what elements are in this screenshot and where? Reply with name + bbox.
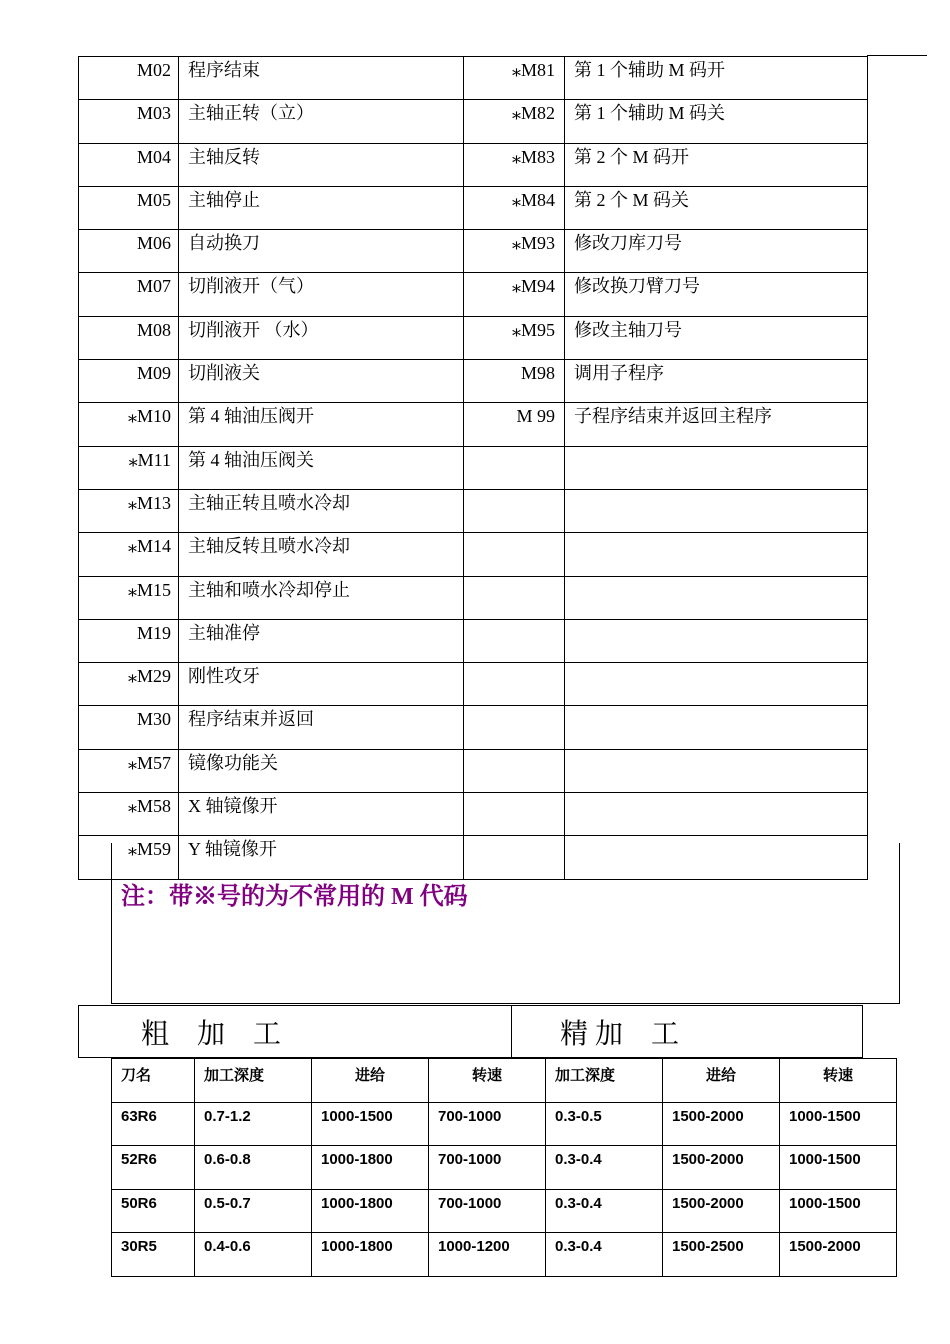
m-code-left-desc: 第 4 轴油压阀关 [179,446,464,489]
m-code-right-desc [565,533,868,576]
m-code-right: ⁎M84 [464,186,565,229]
m-code-left-desc: 主轴和喷水冷却停止 [179,576,464,619]
cutting-cell: 0.5-0.7 [195,1189,312,1233]
cutting-cell: 50R6 [112,1189,195,1233]
m-code-left: ⁎M59 [79,836,179,879]
cutting-cell: 1000-1500 [780,1102,897,1146]
m-code-left-desc: 程序结束并返回 [179,706,464,749]
cutting-cell: 63R6 [112,1102,195,1146]
m-code-row [79,706,868,749]
m-code-right [464,663,565,706]
m-code-right-desc [565,576,868,619]
m-code-right [464,706,565,749]
cutting-cell: 1000-1200 [429,1233,546,1277]
cutting-cell: 700-1000 [429,1189,546,1233]
m-code-right-desc: 子程序结束并返回主程序 [565,403,868,446]
cutting-cell: 1000-1800 [312,1146,429,1190]
m-code-right: ⁎M82 [464,100,565,143]
m-code-row [79,446,868,489]
cutting-cell: 0.3-0.4 [546,1189,663,1233]
m-code-right-desc: 调用子程序 [565,360,868,403]
m-code-left-desc: X 轴镜像开 [179,793,464,836]
m-code-left: M03 [79,100,179,143]
m-code-left: M07 [79,273,179,316]
m-code-left: M09 [79,360,179,403]
m-code-left: ⁎M11 [79,446,179,489]
m-code-left: ⁎M58 [79,793,179,836]
m-code-left-desc: 程序结束 [179,57,464,100]
finish-machining-label: 精 加 工 [512,1006,863,1058]
m-code-left: M08 [79,316,179,359]
m-code-right-desc: 第 1 个辅助 M 码关 [565,100,868,143]
m-code-left: ⁎M13 [79,489,179,532]
m-code-row [79,576,868,619]
m-code-left-desc: 镜像功能关 [179,749,464,792]
cutting-cell: 1500-2000 [663,1146,780,1190]
cutting-cell: 52R6 [112,1146,195,1190]
m-code-right: M98 [464,360,565,403]
cutting-row [112,1146,897,1190]
m-code-left-desc: 主轴正转（立） [179,100,464,143]
m-code-right: ⁎M95 [464,316,565,359]
note-box [111,843,900,1004]
cutting-cell: 1000-1500 [780,1189,897,1233]
m-code-left: ⁎M10 [79,403,179,446]
cutting-cell: 0.3-0.4 [546,1146,663,1190]
m-code-row [79,143,868,186]
cutting-row [112,1102,897,1146]
cutting-cell: 1000-1800 [312,1233,429,1277]
m-code-row [79,403,868,446]
m-code-right-desc [565,446,868,489]
m-code-left-desc: 主轴反转 [179,143,464,186]
cutting-parameters-table [111,1058,897,1277]
m-code-row [79,619,868,662]
m-code-right [464,576,565,619]
cutting-header-cell: 进给 [312,1059,429,1103]
m-code-right-desc: 第 2 个 M 码关 [565,186,868,229]
m-code-left-desc: 切削液关 [179,360,464,403]
m-code-row [79,663,868,706]
m-code-right: ⁎M81 [464,57,565,100]
cutting-cell: 1500-2000 [663,1189,780,1233]
cutting-row [112,1189,897,1233]
cutting-cell: 1000-1500 [312,1102,429,1146]
cutting-header-cell: 转速 [780,1059,897,1103]
m-code-right: ⁎M94 [464,273,565,316]
m-code-left: M06 [79,230,179,273]
m-code-right [464,533,565,576]
rough-machining-label: 粗 加 工 [79,1006,512,1058]
m-code-left: M30 [79,706,179,749]
m-code-right-desc [565,749,868,792]
cutting-row [112,1233,897,1277]
m-code-row [79,57,868,100]
m-code-row [79,100,868,143]
m-code-row [79,749,868,792]
cutting-cell: 0.4-0.6 [195,1233,312,1277]
m-code-left-desc: 切削液开（气） [179,273,464,316]
m-code-right-desc [565,793,868,836]
m-code-table [78,56,868,880]
m-code-row [79,273,868,316]
m-code-left: M05 [79,186,179,229]
cutting-header-cell: 转速 [429,1059,546,1103]
m-code-right-desc [565,619,868,662]
m-code-left: M02 [79,57,179,100]
cutting-header-row [112,1059,897,1103]
cutting-cell: 1000-1800 [312,1189,429,1233]
cutting-header-cell: 加工深度 [195,1059,312,1103]
m-code-left: M04 [79,143,179,186]
m-code-right: ⁎M93 [464,230,565,273]
cutting-cell: 0.7-1.2 [195,1102,312,1146]
m-code-left-desc: 主轴准停 [179,619,464,662]
top-rule [867,55,927,56]
m-code-row [79,793,868,836]
cutting-cell: 700-1000 [429,1146,546,1190]
m-code-row [79,316,868,359]
cutting-cell: 1500-2500 [663,1233,780,1277]
cutting-cell: 30R5 [112,1233,195,1277]
m-code-right-desc: 第 2 个 M 码开 [565,143,868,186]
m-code-left-desc: 主轴反转且喷水冷却 [179,533,464,576]
m-code-right-desc: 第 1 个辅助 M 码开 [565,57,868,100]
cutting-cell: 1000-1500 [780,1146,897,1190]
m-code-row [79,360,868,403]
m-code-row [79,186,868,229]
m-code-right-desc: 修改换刀臂刀号 [565,273,868,316]
note-text: 注：带※号的为不常用的 M 代码 [121,884,468,910]
m-code-left-desc: 第 4 轴油压阀开 [179,403,464,446]
m-code-left-desc: 主轴停止 [179,186,464,229]
m-code-right-desc: 修改刀库刀号 [565,230,868,273]
m-code-left-desc: Y 轴镜像开 [179,836,464,879]
m-code-right [464,446,565,489]
m-code-left-desc: 主轴正转且喷水冷却 [179,489,464,532]
m-code-row [79,533,868,576]
section-header-table [78,1005,863,1058]
m-code-left: M19 [79,619,179,662]
m-code-left-desc: 自动换刀 [179,230,464,273]
cutting-cell: 700-1000 [429,1102,546,1146]
cutting-cell: 1500-2000 [780,1233,897,1277]
m-code-right-desc [565,663,868,706]
m-code-right: M 99 [464,403,565,446]
cutting-cell: 0.3-0.4 [546,1233,663,1277]
m-code-right [464,793,565,836]
m-code-right: ⁎M83 [464,143,565,186]
cutting-header-cell: 加工深度 [546,1059,663,1103]
m-code-left: ⁎M29 [79,663,179,706]
m-code-row [79,230,868,273]
m-code-left: ⁎M57 [79,749,179,792]
m-code-row [79,489,868,532]
cutting-cell: 1500-2000 [663,1102,780,1146]
cutting-header-cell: 进给 [663,1059,780,1103]
m-code-left: ⁎M14 [79,533,179,576]
m-code-left-desc: 刚性攻牙 [179,663,464,706]
m-code-right [464,749,565,792]
m-code-right-desc [565,489,868,532]
m-code-left-desc: 切削液开 （水） [179,316,464,359]
cutting-cell: 0.6-0.8 [195,1146,312,1190]
m-code-left: ⁎M15 [79,576,179,619]
cutting-header-cell: 刀名 [112,1059,195,1103]
m-code-right [464,619,565,662]
m-code-right [464,489,565,532]
m-code-right-desc [565,706,868,749]
cutting-cell: 0.3-0.5 [546,1102,663,1146]
m-code-right-desc: 修改主轴刀号 [565,316,868,359]
